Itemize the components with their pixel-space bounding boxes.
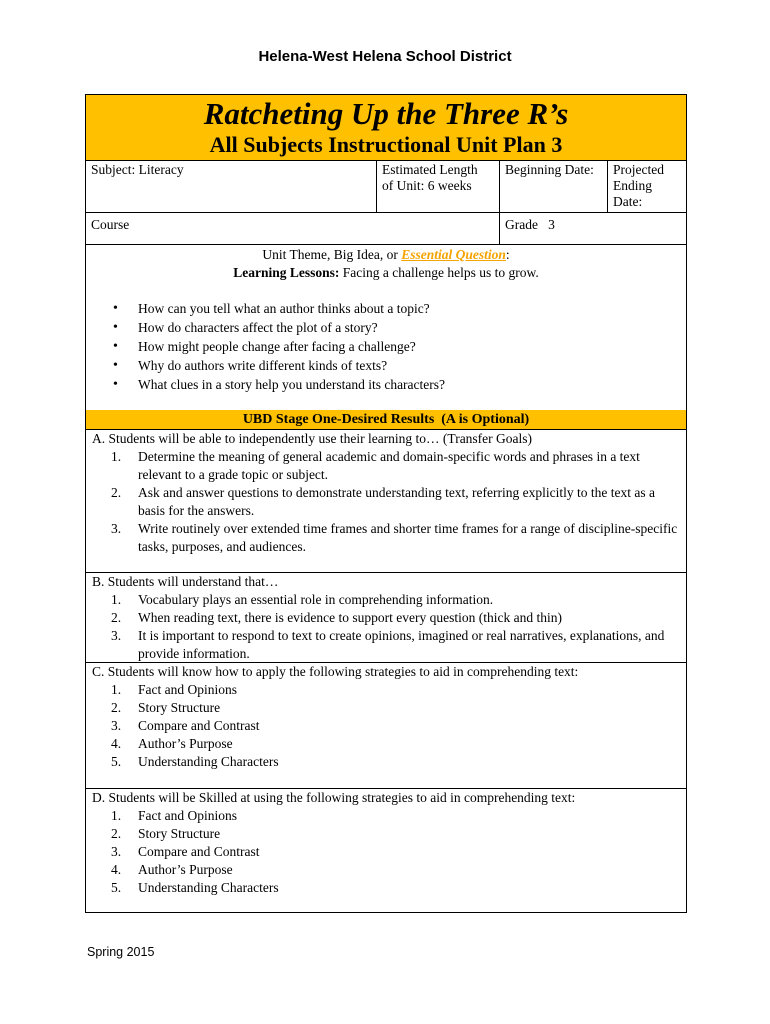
list-item — [111, 699, 678, 717]
section-a-lead: A. Students will be able to independently use their learning to… (Transfer Goals) — [92, 431, 533, 446]
item-number: 3. — [111, 628, 122, 643]
list-item — [111, 753, 678, 771]
list-item — [111, 627, 678, 663]
list-item — [111, 861, 678, 879]
grade-label: Grade 3 — [505, 217, 555, 232]
stage-one-header: UBD Stage One-Desired Results (A is Optional) — [86, 410, 686, 430]
length-cell — [376, 160, 499, 212]
item-text: Author’s Purpose — [138, 862, 233, 877]
item-text: Compare and Contrast — [138, 844, 260, 859]
item-text: Write routinely over extended time frames and shorter time frames for a range of discipline-specific tasks, purposes, and audiences. — [138, 521, 678, 554]
section-d-lead: D. Students will be Skilled at using the following strategies to aid in comprehending text: — [92, 790, 576, 805]
item-text: Author’s Purpose — [138, 736, 233, 751]
item-text: Determine the meaning of general academic and domain-specific words and phrases in a text relevant to a grade topic or subject. — [138, 449, 640, 482]
item-text: Compare and Contrast — [138, 718, 260, 733]
item-text: Story Structure — [138, 826, 221, 841]
essential-question-link[interactable]: Essential Question — [401, 247, 506, 262]
lessons-label: Learning Lessons: — [233, 265, 340, 280]
item-text: Vocabulary plays an essential role in comprehending information. — [138, 592, 494, 607]
list-item: • What clues in a story help you understand its characters? — [113, 375, 445, 394]
projected-date-cell — [607, 160, 686, 212]
section-a-list — [111, 448, 678, 556]
item-text: Ask and answer questions to demonstrate understanding text, referring explicitly to the text as a basis for the answers. — [138, 485, 655, 518]
item-number: 4. — [111, 862, 122, 877]
list-item — [111, 825, 678, 843]
projected-line-3: Date: — [613, 194, 643, 209]
list-item — [111, 609, 678, 627]
section-b — [86, 573, 686, 663]
theme-suffix: : — [505, 247, 510, 262]
item-number: 5. — [111, 880, 122, 895]
unit-plan-table — [85, 94, 687, 913]
beginning-date-cell — [499, 160, 607, 212]
list-item — [111, 484, 678, 520]
list-item — [111, 448, 678, 484]
title-banner — [86, 95, 686, 161]
item-number: 1. — [111, 592, 122, 607]
list-item — [111, 843, 678, 861]
item-text: Fact and Opinions — [138, 682, 237, 697]
item-number: 2. — [111, 485, 122, 500]
unit-theme-section — [86, 244, 686, 411]
item-number: 1. — [111, 682, 122, 697]
section-d-list — [111, 807, 678, 897]
footer-term: Spring 2015 — [87, 945, 155, 959]
lessons-text: Facing a challenge helps us to grow. — [339, 265, 539, 280]
section-b-lead: B. Students will understand that… — [92, 574, 279, 589]
list-item: • How can you tell what an author thinks about a topic? — [113, 299, 445, 318]
item-text: Understanding Characters — [138, 880, 279, 895]
list-item: • How do characters affect the plot of a story? — [113, 318, 445, 337]
section-c — [86, 663, 686, 789]
course-row — [86, 212, 686, 245]
list-item — [111, 591, 678, 609]
list-item — [111, 717, 678, 735]
subject-label: Subject: Literacy — [91, 162, 184, 177]
item-text: It is important to respond to text to create opinions, imagined or real narratives, explanations, and provide information. — [138, 628, 665, 661]
item-number: 2. — [111, 610, 122, 625]
item-number: 4. — [111, 736, 122, 751]
list-item — [111, 520, 678, 556]
section-a — [86, 430, 686, 573]
projected-line-1: Projected — [613, 162, 664, 177]
item-text: Fact and Opinions — [138, 808, 237, 823]
section-b-list — [111, 591, 678, 663]
item-number: 2. — [111, 700, 122, 715]
list-item — [111, 807, 678, 825]
section-d — [86, 789, 686, 912]
item-text: Understanding Characters — [138, 754, 279, 769]
list-item: • Why do authors write different kinds of texts? — [113, 356, 445, 375]
course-label: Course — [91, 217, 130, 232]
section-c-lead: C. Students will know how to apply the following strategies to aid in comprehending text: — [92, 664, 579, 679]
plan-title: Ratcheting Up the Three R’s — [203, 96, 569, 131]
plan-subtitle: All Subjects Instructional Unit Plan 3 — [209, 132, 563, 157]
item-text: Story Structure — [138, 700, 221, 715]
item-number: 2. — [111, 826, 122, 841]
district-header: Helena-West Helena School District — [258, 48, 512, 65]
length-line-1: Estimated Length — [382, 162, 478, 177]
beginning-date-label: Beginning Date: — [505, 162, 594, 177]
item-number: 3. — [111, 844, 122, 859]
theme-prefix: Unit Theme, Big Idea, or — [262, 247, 402, 262]
length-line-2: of Unit: 6 weeks — [382, 178, 472, 193]
item-number: 3. — [111, 521, 122, 536]
item-number: 3. — [111, 718, 122, 733]
section-c-list — [111, 681, 678, 771]
list-item — [111, 879, 678, 897]
item-text: When reading text, there is evidence to support every question (thick and thin) — [138, 610, 562, 625]
course-cell — [86, 212, 499, 244]
lessons-line — [86, 264, 686, 282]
item-number: 1. — [111, 449, 122, 464]
item-number: 5. — [111, 754, 122, 769]
question-list — [113, 299, 445, 394]
info-row — [86, 160, 686, 213]
theme-line — [86, 246, 686, 264]
list-item — [111, 681, 678, 699]
grade-cell — [499, 212, 686, 244]
list-item: • How might people change after facing a challenge? — [113, 337, 445, 356]
item-number: 1. — [111, 808, 122, 823]
subject-cell — [86, 160, 376, 212]
list-item — [111, 735, 678, 753]
projected-line-2: Ending — [613, 178, 652, 193]
